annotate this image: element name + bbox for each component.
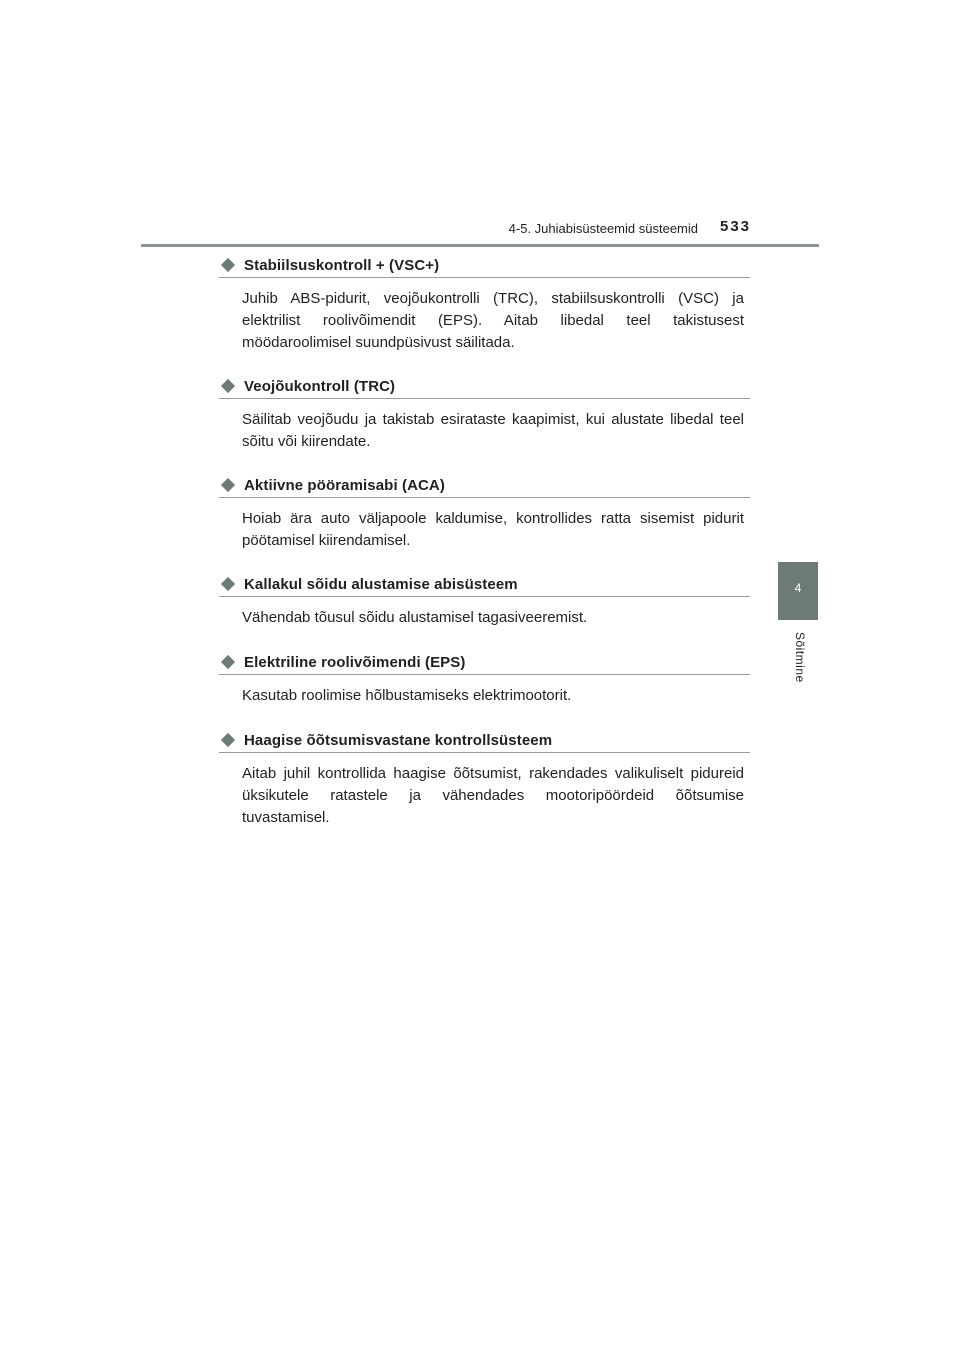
item-title: Veojõukontroll (TRC) (244, 377, 396, 395)
item-body: Kasutab roolimise hõlbustamiseks elektrimootorit. (242, 687, 572, 704)
item-heading (219, 253, 750, 278)
diamond-bullet-icon (221, 577, 235, 591)
item-stability-control (219, 253, 750, 354)
item-body: Säilitab veojõudu ja takistab esirataste kaapimist, kui alustate libedal teel sõitu või kiirendate. (242, 411, 744, 450)
item-hill-start-assist (219, 572, 750, 629)
item-heading (219, 473, 750, 498)
item-body: Aitab juhil kontrollida haagise õõtsumist, rakendades valikuliselt pidureid üksikutele ratastele ja vähendades mootoripöördeid õõtsumise tuvastamisel. (242, 765, 744, 826)
diamond-bullet-icon (221, 478, 235, 492)
main-content (219, 253, 750, 829)
item-heading (219, 650, 750, 675)
item-electric-power-steering (219, 650, 750, 707)
item-traction-control (219, 374, 750, 453)
item-heading (219, 572, 750, 597)
item-title: Kallakul sõidu alustamise abisüsteem (244, 575, 518, 593)
page-header (0, 0, 960, 250)
item-title: Elektriline roolivõimendi (EPS) (244, 653, 466, 671)
item-title: Haagise õõtsumisvastane kontrollsüsteem (244, 731, 553, 749)
item-heading (219, 374, 750, 399)
header-rule (141, 244, 819, 247)
diamond-bullet-icon (221, 258, 235, 272)
page-number: 533 (720, 218, 752, 235)
diamond-bullet-icon (221, 379, 235, 393)
item-active-cornering-assist (219, 473, 750, 552)
diamond-bullet-icon (221, 655, 235, 669)
item-body: Hoiab ära auto väljapoole kaldumise, kontrollides ratta sisemist pidurit pöötamisel kiirendamisel. (242, 510, 744, 549)
item-title: Aktiivne pööramisabi (ACA) (244, 476, 445, 494)
chapter-tab-label: Sõitmine (793, 632, 807, 683)
item-trailer-sway-control (219, 728, 750, 829)
item-title: Stabiilsuskontroll + (VSC+) (244, 256, 440, 274)
section-title: 4-5. Juhiabisüsteemid süsteemid (508, 221, 698, 236)
chapter-tab-number: 4 (778, 562, 818, 620)
item-heading (219, 728, 750, 753)
item-body: Juhib ABS-pidurit, veojõukontrolli (TRC), stabiilsuskontrolli (VSC) ja elektrilist roolivõimendit (EPS). Aitab libedal teel takistusest möödaroolimisel suundpüsivust säilitada. (242, 290, 744, 351)
diamond-bullet-icon (221, 733, 235, 747)
item-body: Vähendab tõusul sõidu alustamisel tagasiveeremist. (242, 609, 588, 626)
